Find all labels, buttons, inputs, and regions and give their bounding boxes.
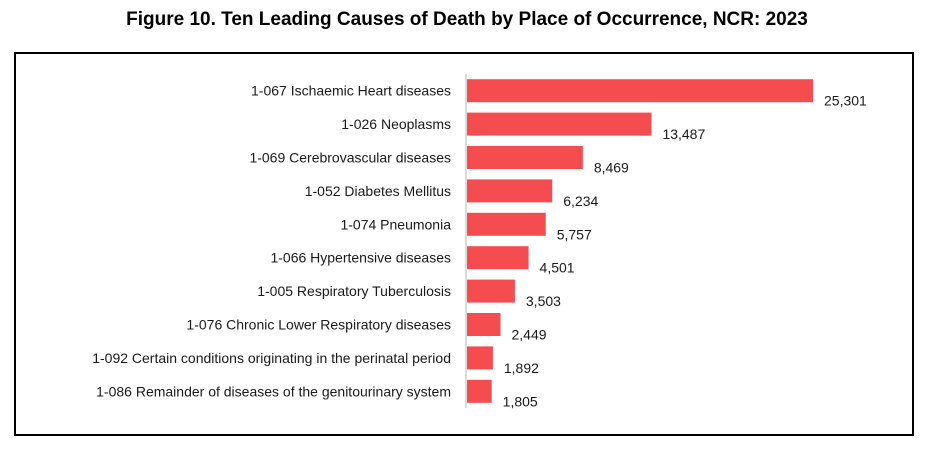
value-label: 13,487 bbox=[662, 126, 706, 143]
value-label: 8,469 bbox=[593, 159, 629, 176]
category-label: 1-076 Chronic Lower Respiratory diseases bbox=[186, 316, 451, 333]
bar bbox=[467, 280, 515, 303]
category-label: 1-052 Diabetes Mellitus bbox=[304, 182, 451, 199]
category-label: 1-074 Pneumonia bbox=[340, 216, 451, 233]
value-label: 4,501 bbox=[539, 259, 575, 276]
value-label: 25,301 bbox=[824, 92, 867, 109]
category-label: 1-026 Neoplasms bbox=[341, 116, 451, 133]
bar bbox=[467, 79, 813, 102]
bar bbox=[467, 213, 546, 236]
category-label: 1-086 Remainder of diseases of the genitourinary system bbox=[96, 383, 451, 400]
bar bbox=[467, 246, 529, 269]
value-label: 3,503 bbox=[525, 293, 561, 310]
bar bbox=[467, 146, 583, 169]
category-label: 1-069 Cerebrovascular diseases bbox=[249, 149, 451, 166]
value-label: 1,805 bbox=[502, 393, 538, 410]
category-label: 1-092 Certain conditions originating in the perinatal period bbox=[92, 349, 451, 366]
category-label: 1-067 Ischaemic Heart diseases bbox=[251, 82, 451, 99]
category-label: 1-005 Respiratory Tuberculosis bbox=[257, 283, 451, 300]
bar bbox=[467, 313, 500, 336]
category-label: 1-066 Hypertensive diseases bbox=[270, 249, 451, 266]
chart-title: Figure 10. Ten Leading Causes of Death by Place of Occurrence, NCR: 2023 bbox=[126, 9, 808, 30]
bar bbox=[467, 380, 492, 403]
value-label: 1,892 bbox=[503, 359, 539, 376]
bar bbox=[467, 179, 552, 202]
value-label: 6,234 bbox=[563, 192, 599, 209]
bar bbox=[467, 113, 651, 136]
value-label: 2,449 bbox=[511, 326, 547, 343]
value-label: 5,757 bbox=[556, 226, 592, 243]
bars-layer bbox=[467, 79, 813, 403]
bar bbox=[467, 346, 493, 369]
